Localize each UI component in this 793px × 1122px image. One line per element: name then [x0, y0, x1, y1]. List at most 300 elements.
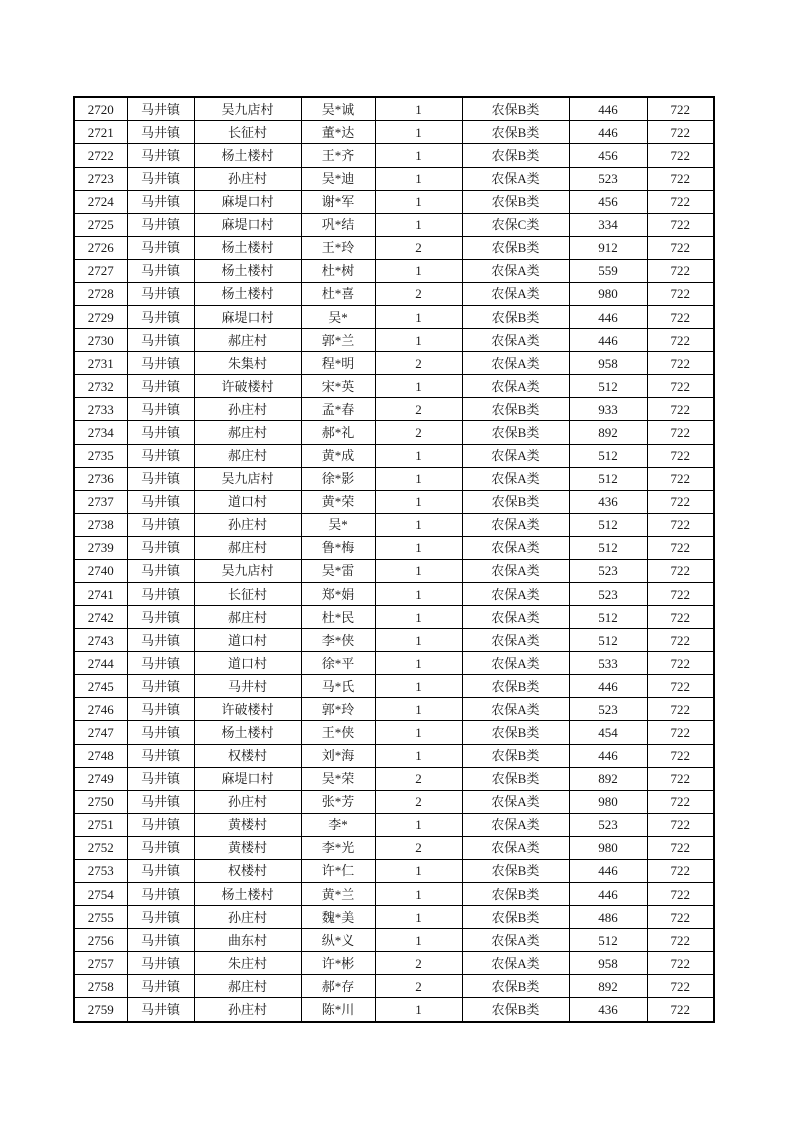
table-row	[74, 559, 714, 582]
table-row	[74, 513, 714, 536]
cell-amount: 456	[569, 144, 647, 167]
cell-amount: 512	[569, 606, 647, 629]
cell-town: 马井镇	[127, 329, 194, 352]
cell-town: 马井镇	[127, 536, 194, 559]
cell-standard: 722	[647, 329, 714, 352]
cell-town: 马井镇	[127, 513, 194, 536]
cell-insurance-category: 农保A类	[462, 813, 569, 836]
cell-serial-number: 2754	[74, 882, 127, 905]
cell-amount: 334	[569, 213, 647, 236]
cell-amount: 512	[569, 467, 647, 490]
cell-town: 马井镇	[127, 952, 194, 975]
cell-town: 马井镇	[127, 790, 194, 813]
cell-standard: 722	[647, 398, 714, 421]
cell-serial-number: 2737	[74, 490, 127, 513]
cell-insurance-category: 农保A类	[462, 536, 569, 559]
cell-standard: 722	[647, 906, 714, 929]
cell-name: 程*明	[301, 352, 375, 375]
cell-name: 巩*结	[301, 213, 375, 236]
cell-insurance-category: 农保A类	[462, 282, 569, 305]
cell-town: 马井镇	[127, 767, 194, 790]
cell-serial-number: 2726	[74, 236, 127, 259]
cell-village: 杨土楼村	[194, 882, 301, 905]
cell-village: 道口村	[194, 652, 301, 675]
cell-village: 许破楼村	[194, 375, 301, 398]
table-row	[74, 836, 714, 859]
cell-person-count: 1	[375, 259, 462, 282]
cell-town: 马井镇	[127, 282, 194, 305]
cell-standard: 722	[647, 606, 714, 629]
cell-town: 马井镇	[127, 606, 194, 629]
cell-name: 魏*美	[301, 906, 375, 929]
cell-standard: 722	[647, 236, 714, 259]
cell-name: 杜*民	[301, 606, 375, 629]
cell-standard: 722	[647, 975, 714, 998]
cell-person-count: 1	[375, 721, 462, 744]
cell-serial-number: 2752	[74, 836, 127, 859]
cell-insurance-category: 农保B类	[462, 398, 569, 421]
cell-serial-number: 2747	[74, 721, 127, 744]
cell-town: 马井镇	[127, 144, 194, 167]
cell-serial-number: 2746	[74, 698, 127, 721]
cell-village: 麻堤口村	[194, 190, 301, 213]
cell-village: 马井村	[194, 675, 301, 698]
cell-village: 郝庄村	[194, 329, 301, 352]
cell-person-count: 1	[375, 444, 462, 467]
cell-amount: 436	[569, 998, 647, 1022]
cell-standard: 722	[647, 859, 714, 882]
cell-name: 吴*迪	[301, 167, 375, 190]
cell-amount: 958	[569, 352, 647, 375]
cell-name: 许*彬	[301, 952, 375, 975]
table-row	[74, 629, 714, 652]
cell-serial-number: 2748	[74, 744, 127, 767]
cell-town: 马井镇	[127, 190, 194, 213]
cell-standard: 722	[647, 190, 714, 213]
cell-person-count: 1	[375, 698, 462, 721]
cell-person-count: 1	[375, 513, 462, 536]
cell-name: 黄*兰	[301, 882, 375, 905]
cell-village: 许破楼村	[194, 698, 301, 721]
cell-village: 郝庄村	[194, 421, 301, 444]
cell-insurance-category: 农保A类	[462, 606, 569, 629]
cell-insurance-category: 农保A类	[462, 582, 569, 605]
cell-amount: 559	[569, 259, 647, 282]
cell-village: 麻堤口村	[194, 306, 301, 329]
cell-standard: 722	[647, 97, 714, 121]
cell-town: 马井镇	[127, 744, 194, 767]
cell-amount: 523	[569, 559, 647, 582]
table-row	[74, 490, 714, 513]
cell-amount: 486	[569, 906, 647, 929]
cell-name: 郝*存	[301, 975, 375, 998]
table-row	[74, 306, 714, 329]
cell-standard: 722	[647, 144, 714, 167]
cell-name: 吴*雷	[301, 559, 375, 582]
table-row	[74, 421, 714, 444]
cell-name: 黄*荣	[301, 490, 375, 513]
cell-person-count: 1	[375, 144, 462, 167]
cell-insurance-category: 农保A类	[462, 836, 569, 859]
cell-person-count: 1	[375, 582, 462, 605]
cell-serial-number: 2745	[74, 675, 127, 698]
cell-name: 郝*礼	[301, 421, 375, 444]
table-row	[74, 97, 714, 121]
cell-insurance-category: 农保B类	[462, 121, 569, 144]
cell-amount: 512	[569, 375, 647, 398]
cell-village: 孙庄村	[194, 790, 301, 813]
cell-town: 马井镇	[127, 213, 194, 236]
table-row	[74, 467, 714, 490]
cell-amount: 523	[569, 698, 647, 721]
cell-person-count: 2	[375, 790, 462, 813]
cell-amount: 892	[569, 767, 647, 790]
cell-insurance-category: 农保A类	[462, 652, 569, 675]
cell-village: 郝庄村	[194, 606, 301, 629]
cell-name: 杜*树	[301, 259, 375, 282]
table-row	[74, 929, 714, 952]
cell-name: 郑*娟	[301, 582, 375, 605]
cell-village: 长征村	[194, 121, 301, 144]
cell-amount: 454	[569, 721, 647, 744]
cell-name: 王*齐	[301, 144, 375, 167]
table-row	[74, 790, 714, 813]
cell-town: 马井镇	[127, 836, 194, 859]
cell-name: 谢*军	[301, 190, 375, 213]
cell-insurance-category: 农保A类	[462, 375, 569, 398]
records-table	[73, 96, 715, 1023]
table-row	[74, 282, 714, 305]
table-row	[74, 744, 714, 767]
cell-person-count: 2	[375, 836, 462, 859]
cell-insurance-category: 农保B类	[462, 97, 569, 121]
cell-amount: 512	[569, 536, 647, 559]
cell-person-count: 2	[375, 398, 462, 421]
table-row	[74, 859, 714, 882]
table-row	[74, 329, 714, 352]
cell-village: 黄楼村	[194, 836, 301, 859]
cell-village: 孙庄村	[194, 398, 301, 421]
cell-person-count: 1	[375, 329, 462, 352]
cell-town: 马井镇	[127, 467, 194, 490]
cell-standard: 722	[647, 513, 714, 536]
cell-village: 郝庄村	[194, 536, 301, 559]
cell-amount: 523	[569, 582, 647, 605]
cell-serial-number: 2732	[74, 375, 127, 398]
cell-person-count: 1	[375, 536, 462, 559]
cell-person-count: 2	[375, 767, 462, 790]
table-row	[74, 721, 714, 744]
cell-standard: 722	[647, 629, 714, 652]
cell-village: 杨土楼村	[194, 236, 301, 259]
cell-town: 马井镇	[127, 421, 194, 444]
cell-standard: 722	[647, 721, 714, 744]
cell-insurance-category: 农保A类	[462, 352, 569, 375]
cell-serial-number: 2758	[74, 975, 127, 998]
cell-name: 李*侠	[301, 629, 375, 652]
cell-amount: 446	[569, 675, 647, 698]
cell-amount: 892	[569, 421, 647, 444]
cell-name: 杜*喜	[301, 282, 375, 305]
cell-person-count: 2	[375, 282, 462, 305]
cell-amount: 912	[569, 236, 647, 259]
cell-amount: 892	[569, 975, 647, 998]
cell-amount: 436	[569, 490, 647, 513]
table-row	[74, 213, 714, 236]
cell-name: 吴*	[301, 513, 375, 536]
cell-standard: 722	[647, 813, 714, 836]
table-row	[74, 882, 714, 905]
cell-person-count: 1	[375, 998, 462, 1022]
cell-amount: 523	[569, 813, 647, 836]
cell-insurance-category: 农保B类	[462, 721, 569, 744]
cell-town: 马井镇	[127, 352, 194, 375]
cell-town: 马井镇	[127, 906, 194, 929]
cell-insurance-category: 农保B类	[462, 490, 569, 513]
cell-insurance-category: 农保B类	[462, 767, 569, 790]
cell-serial-number: 2722	[74, 144, 127, 167]
table-row	[74, 998, 714, 1022]
cell-serial-number: 2731	[74, 352, 127, 375]
cell-insurance-category: 农保A类	[462, 513, 569, 536]
cell-village: 杨土楼村	[194, 721, 301, 744]
cell-village: 吴九店村	[194, 97, 301, 121]
cell-insurance-category: 农保A类	[462, 259, 569, 282]
cell-name: 李*	[301, 813, 375, 836]
cell-name: 刘*海	[301, 744, 375, 767]
cell-standard: 722	[647, 375, 714, 398]
cell-serial-number: 2724	[74, 190, 127, 213]
cell-insurance-category: 农保A类	[462, 167, 569, 190]
cell-standard: 722	[647, 998, 714, 1022]
cell-amount: 933	[569, 398, 647, 421]
cell-name: 张*芳	[301, 790, 375, 813]
cell-insurance-category: 农保A类	[462, 444, 569, 467]
cell-insurance-category: 农保A类	[462, 629, 569, 652]
cell-person-count: 1	[375, 929, 462, 952]
cell-village: 杨土楼村	[194, 144, 301, 167]
cell-insurance-category: 农保A类	[462, 329, 569, 352]
cell-amount: 446	[569, 121, 647, 144]
cell-person-count: 2	[375, 421, 462, 444]
cell-standard: 722	[647, 121, 714, 144]
table-row	[74, 675, 714, 698]
cell-person-count: 1	[375, 606, 462, 629]
cell-amount: 446	[569, 329, 647, 352]
cell-amount: 512	[569, 513, 647, 536]
cell-person-count: 1	[375, 375, 462, 398]
cell-amount: 512	[569, 929, 647, 952]
cell-insurance-category: 农保B类	[462, 882, 569, 905]
cell-standard: 722	[647, 536, 714, 559]
cell-amount: 446	[569, 97, 647, 121]
cell-town: 马井镇	[127, 398, 194, 421]
cell-town: 马井镇	[127, 375, 194, 398]
table-row	[74, 536, 714, 559]
cell-standard: 722	[647, 882, 714, 905]
cell-serial-number: 2728	[74, 282, 127, 305]
cell-amount: 533	[569, 652, 647, 675]
cell-town: 马井镇	[127, 306, 194, 329]
cell-standard: 722	[647, 675, 714, 698]
cell-village: 杨土楼村	[194, 259, 301, 282]
cell-town: 马井镇	[127, 490, 194, 513]
table-row	[74, 375, 714, 398]
cell-town: 马井镇	[127, 675, 194, 698]
table-row	[74, 698, 714, 721]
cell-standard: 722	[647, 467, 714, 490]
cell-insurance-category: 农保B类	[462, 236, 569, 259]
table-row	[74, 652, 714, 675]
cell-amount: 980	[569, 282, 647, 305]
table-row	[74, 144, 714, 167]
cell-standard: 722	[647, 444, 714, 467]
cell-standard: 722	[647, 652, 714, 675]
cell-town: 马井镇	[127, 444, 194, 467]
cell-person-count: 1	[375, 906, 462, 929]
cell-town: 马井镇	[127, 882, 194, 905]
cell-serial-number: 2744	[74, 652, 127, 675]
cell-person-count: 1	[375, 167, 462, 190]
cell-standard: 722	[647, 306, 714, 329]
table-row	[74, 121, 714, 144]
cell-amount: 980	[569, 836, 647, 859]
cell-amount: 958	[569, 952, 647, 975]
cell-town: 马井镇	[127, 236, 194, 259]
cell-person-count: 2	[375, 975, 462, 998]
cell-standard: 722	[647, 767, 714, 790]
table-row	[74, 167, 714, 190]
cell-name: 董*达	[301, 121, 375, 144]
table-row	[74, 975, 714, 998]
cell-standard: 722	[647, 282, 714, 305]
cell-serial-number: 2723	[74, 167, 127, 190]
cell-standard: 722	[647, 167, 714, 190]
cell-name: 马*氏	[301, 675, 375, 698]
cell-person-count: 1	[375, 190, 462, 213]
table-row	[74, 259, 714, 282]
cell-standard: 722	[647, 421, 714, 444]
cell-serial-number: 2736	[74, 467, 127, 490]
cell-town: 马井镇	[127, 998, 194, 1022]
cell-town: 马井镇	[127, 259, 194, 282]
cell-amount: 446	[569, 306, 647, 329]
cell-village: 孙庄村	[194, 906, 301, 929]
cell-person-count: 2	[375, 236, 462, 259]
cell-name: 孟*春	[301, 398, 375, 421]
table-row	[74, 952, 714, 975]
cell-town: 马井镇	[127, 652, 194, 675]
cell-serial-number: 2735	[74, 444, 127, 467]
cell-serial-number: 2727	[74, 259, 127, 282]
cell-name: 鲁*梅	[301, 536, 375, 559]
cell-village: 郝庄村	[194, 444, 301, 467]
table-row	[74, 236, 714, 259]
cell-serial-number: 2750	[74, 790, 127, 813]
cell-serial-number: 2720	[74, 97, 127, 121]
cell-insurance-category: 农保A类	[462, 698, 569, 721]
cell-standard: 722	[647, 582, 714, 605]
cell-person-count: 1	[375, 652, 462, 675]
cell-standard: 722	[647, 744, 714, 767]
cell-serial-number: 2751	[74, 813, 127, 836]
cell-town: 马井镇	[127, 629, 194, 652]
cell-serial-number: 2757	[74, 952, 127, 975]
records-table-body	[74, 97, 714, 1022]
cell-insurance-category: 农保B类	[462, 975, 569, 998]
cell-village: 朱庄村	[194, 952, 301, 975]
table-row	[74, 398, 714, 421]
cell-amount: 980	[569, 790, 647, 813]
cell-standard: 722	[647, 352, 714, 375]
cell-name: 王*侠	[301, 721, 375, 744]
cell-standard: 722	[647, 259, 714, 282]
table-row	[74, 582, 714, 605]
cell-serial-number: 2725	[74, 213, 127, 236]
cell-village: 曲东村	[194, 929, 301, 952]
cell-person-count: 1	[375, 559, 462, 582]
cell-serial-number: 2741	[74, 582, 127, 605]
cell-person-count: 1	[375, 467, 462, 490]
cell-town: 马井镇	[127, 975, 194, 998]
cell-insurance-category: 农保B类	[462, 675, 569, 698]
cell-town: 马井镇	[127, 167, 194, 190]
cell-village: 朱集村	[194, 352, 301, 375]
cell-insurance-category: 农保A类	[462, 467, 569, 490]
cell-village: 道口村	[194, 490, 301, 513]
cell-serial-number: 2742	[74, 606, 127, 629]
cell-village: 权楼村	[194, 859, 301, 882]
cell-standard: 722	[647, 952, 714, 975]
cell-serial-number: 2759	[74, 998, 127, 1022]
cell-standard: 722	[647, 836, 714, 859]
table-row	[74, 906, 714, 929]
cell-town: 马井镇	[127, 97, 194, 121]
cell-town: 马井镇	[127, 813, 194, 836]
cell-village: 孙庄村	[194, 513, 301, 536]
cell-serial-number: 2739	[74, 536, 127, 559]
cell-insurance-category: 农保A类	[462, 790, 569, 813]
cell-name: 吴*荣	[301, 767, 375, 790]
cell-village: 杨土楼村	[194, 282, 301, 305]
cell-village: 黄楼村	[194, 813, 301, 836]
cell-village: 长征村	[194, 582, 301, 605]
cell-amount: 456	[569, 190, 647, 213]
cell-serial-number: 2749	[74, 767, 127, 790]
cell-amount: 512	[569, 444, 647, 467]
cell-village: 麻堤口村	[194, 767, 301, 790]
cell-name: 吴*	[301, 306, 375, 329]
cell-person-count: 1	[375, 859, 462, 882]
cell-person-count: 1	[375, 306, 462, 329]
cell-serial-number: 2730	[74, 329, 127, 352]
cell-person-count: 2	[375, 352, 462, 375]
cell-amount: 523	[569, 167, 647, 190]
cell-insurance-category: 农保B类	[462, 744, 569, 767]
cell-name: 陈*川	[301, 998, 375, 1022]
cell-village: 郝庄村	[194, 975, 301, 998]
table-row	[74, 813, 714, 836]
cell-serial-number: 2755	[74, 906, 127, 929]
cell-village: 吴九店村	[194, 559, 301, 582]
cell-amount: 512	[569, 629, 647, 652]
cell-name: 吴*诚	[301, 97, 375, 121]
cell-town: 马井镇	[127, 859, 194, 882]
cell-village: 孙庄村	[194, 998, 301, 1022]
cell-town: 马井镇	[127, 582, 194, 605]
cell-serial-number: 2733	[74, 398, 127, 421]
cell-amount: 446	[569, 744, 647, 767]
